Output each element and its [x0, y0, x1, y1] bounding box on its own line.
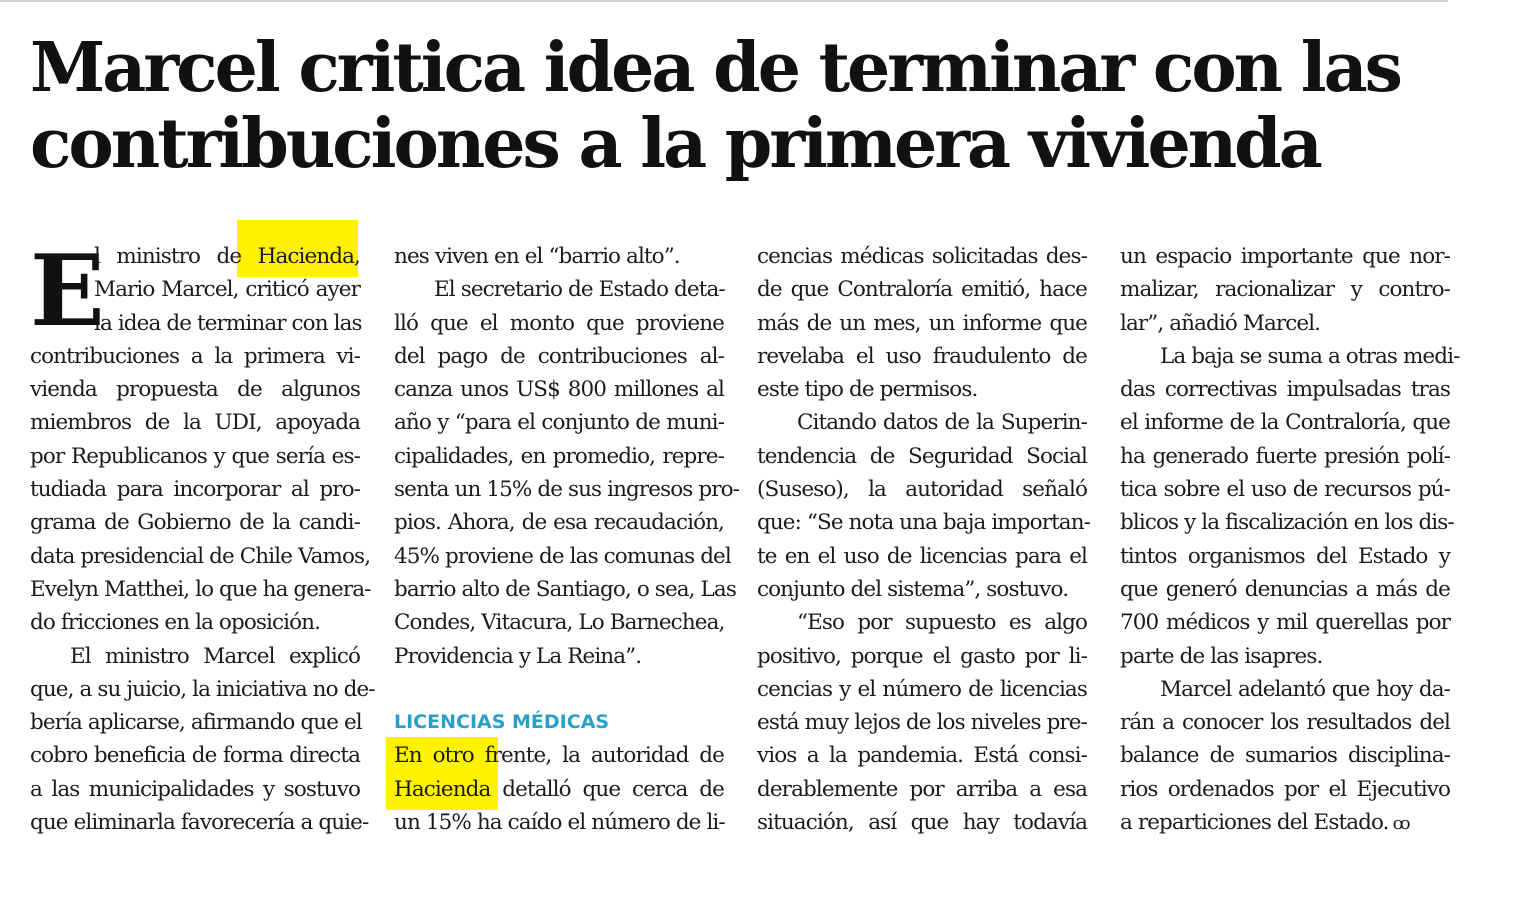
headline — [30, 30, 1470, 182]
text-line: vienda propuesta de algunos — [30, 377, 360, 403]
text-line: miembros de la UDI, apoyada — [30, 410, 360, 436]
article-column-3 — [757, 240, 1091, 839]
text-line: contribuciones a la primera vi- — [30, 343, 360, 369]
text-line: cencias médicas solicitadas des- — [757, 244, 1087, 269]
text-line: un espacio importante que nor- — [1120, 244, 1450, 269]
text-line: está muy lejos de los niveles pre- — [757, 710, 1087, 736]
text-line: rán a conocer los resultados del — [1120, 710, 1450, 736]
text-line: 45% proviene de las comunas del — [394, 543, 731, 569]
text-line: situación, así que hay todavía — [757, 810, 1087, 836]
text-line: Marcel adelantó que hoy da- — [1160, 676, 1450, 702]
text-line: ha generado fuerte presión polí- — [1120, 443, 1450, 469]
text-line: La baja se suma a otras medi- — [1160, 343, 1460, 369]
text-line: Providencia y La Reina”. — [394, 643, 642, 669]
text-line: El secretario de Estado deta- — [434, 277, 725, 303]
text-line: Condes, Vitacura, Lo Barnechea, — [394, 610, 725, 636]
section-subhead: LICENCIAS MÉDICAS — [394, 711, 610, 734]
text-line: cobro beneficia de forma directa — [30, 743, 360, 769]
text-line: nes viven en el “barrio alto”. — [394, 244, 680, 269]
text-line: Hacienda detalló que cerca de — [394, 776, 724, 802]
headline-line: contribuciones a la primera vivienda — [30, 104, 1320, 184]
text-line: barrio alto de Santiago, o sea, Las — [394, 576, 736, 602]
end-mark-icon: ꝏ — [1392, 813, 1411, 835]
text-line: conjunto del sistema”, sostuvo. — [757, 576, 1069, 602]
article-column-4 — [1120, 240, 1460, 839]
spacer — [394, 673, 724, 706]
text-line: revelaba el uso fraudulento de — [757, 343, 1087, 369]
text-line: lló que el monto que proviene — [394, 310, 724, 336]
text-line: a reparticiones del Estado. — [1120, 810, 1389, 836]
text-line: data presidencial de Chile Vamos, — [30, 543, 371, 569]
text-line: Evelyn Matthei, lo que ha genera- — [30, 576, 371, 602]
text-line: canza unos US$ 800 millones al — [394, 377, 724, 403]
text-line: (Suseso), la autoridad señaló — [757, 477, 1087, 503]
text-line: cipalidades, en promedio, repre- — [394, 443, 724, 469]
text-line: este tipo de permisos. — [757, 377, 978, 403]
text-line: tintos organismos del Estado y — [1120, 543, 1450, 569]
text-line: el informe de la Contraloría, que — [1120, 410, 1450, 436]
drop-cap: E — [30, 234, 105, 349]
text-line: 700 médicos y mil querellas por — [1120, 610, 1450, 636]
text-line: que generó denuncias a más de — [1120, 576, 1450, 602]
text-line: que: “Se nota una baja importan- — [757, 510, 1091, 536]
text-line: rios ordenados por el Ejecutivo — [1120, 776, 1450, 802]
text-line: l ministro de Hacienda, — [94, 244, 360, 269]
text-line: positivo, porque el gasto por li- — [757, 643, 1087, 669]
text-line: balance de sumarios disciplina- — [1120, 743, 1450, 769]
article-column-1 — [30, 234, 375, 839]
text-line: por Republicanos y que sería es- — [30, 443, 360, 469]
text-line: Mario Marcel, criticó ayer — [94, 277, 360, 303]
text-line: que eliminarla favorecería a quie- — [30, 810, 369, 836]
text-line: un 15% ha caído el número de li- — [394, 810, 725, 836]
text-line: bería aplicarse, afirmando que el — [30, 710, 362, 736]
top-rule — [0, 0, 1448, 2]
text-line: a las municipalidades y sostuvo — [30, 776, 360, 802]
text-line: vios a la pandemia. Está consi- — [757, 743, 1087, 769]
text-line: das correctivas impulsadas tras — [1120, 377, 1450, 403]
highlighted-paragraph — [394, 739, 724, 839]
text-line: de que Contraloría emitió, hace — [757, 277, 1087, 303]
text-line: Citando datos de la Superin- — [797, 410, 1087, 436]
text-line: que, a su juicio, la iniciativa no de- — [30, 676, 375, 702]
text-line: del pago de contribuciones al- — [394, 343, 724, 369]
text-line: cencias y el número de licencias — [757, 676, 1087, 702]
text-line: do fricciones en la oposición. — [30, 610, 321, 636]
text-line: parte de las isapres. — [1120, 643, 1323, 669]
text-line: “Eso por supuesto es algo — [797, 610, 1087, 636]
text-line: senta un 15% de sus ingresos pro- — [394, 477, 739, 503]
text-line: En otro frente, la autoridad de — [394, 743, 724, 769]
text-line: blicos y la fiscalización en los dis- — [1120, 510, 1454, 536]
text-line: lar”, añadió Marcel. — [1120, 310, 1321, 336]
text-line: tendencia de Seguridad Social — [757, 443, 1087, 469]
text-line: grama de Gobierno de la candi- — [30, 510, 360, 536]
text-line: año y “para el conjunto de muni- — [394, 410, 724, 436]
text-line: te en el uso de licencias para el — [757, 543, 1087, 569]
text-line: derablemente por arriba a esa — [757, 776, 1087, 802]
text-line: la idea de terminar con las — [94, 310, 362, 336]
text-line-final — [1120, 806, 1450, 839]
text-line: más de un mes, un informe que — [757, 310, 1087, 336]
text-line: pios. Ahora, de esa recaudación, — [394, 510, 724, 536]
headline-line: Marcel critica idea de terminar con las — [30, 28, 1400, 108]
text-line: malizar, racionalizar y contro- — [1120, 277, 1450, 303]
text-line: tudiada para incorporar al pro- — [30, 477, 360, 503]
article-column-2 — [394, 240, 739, 839]
text-line: tica sobre el uso de recursos pú- — [1120, 477, 1450, 503]
text-line: El ministro Marcel explicó — [70, 643, 360, 669]
